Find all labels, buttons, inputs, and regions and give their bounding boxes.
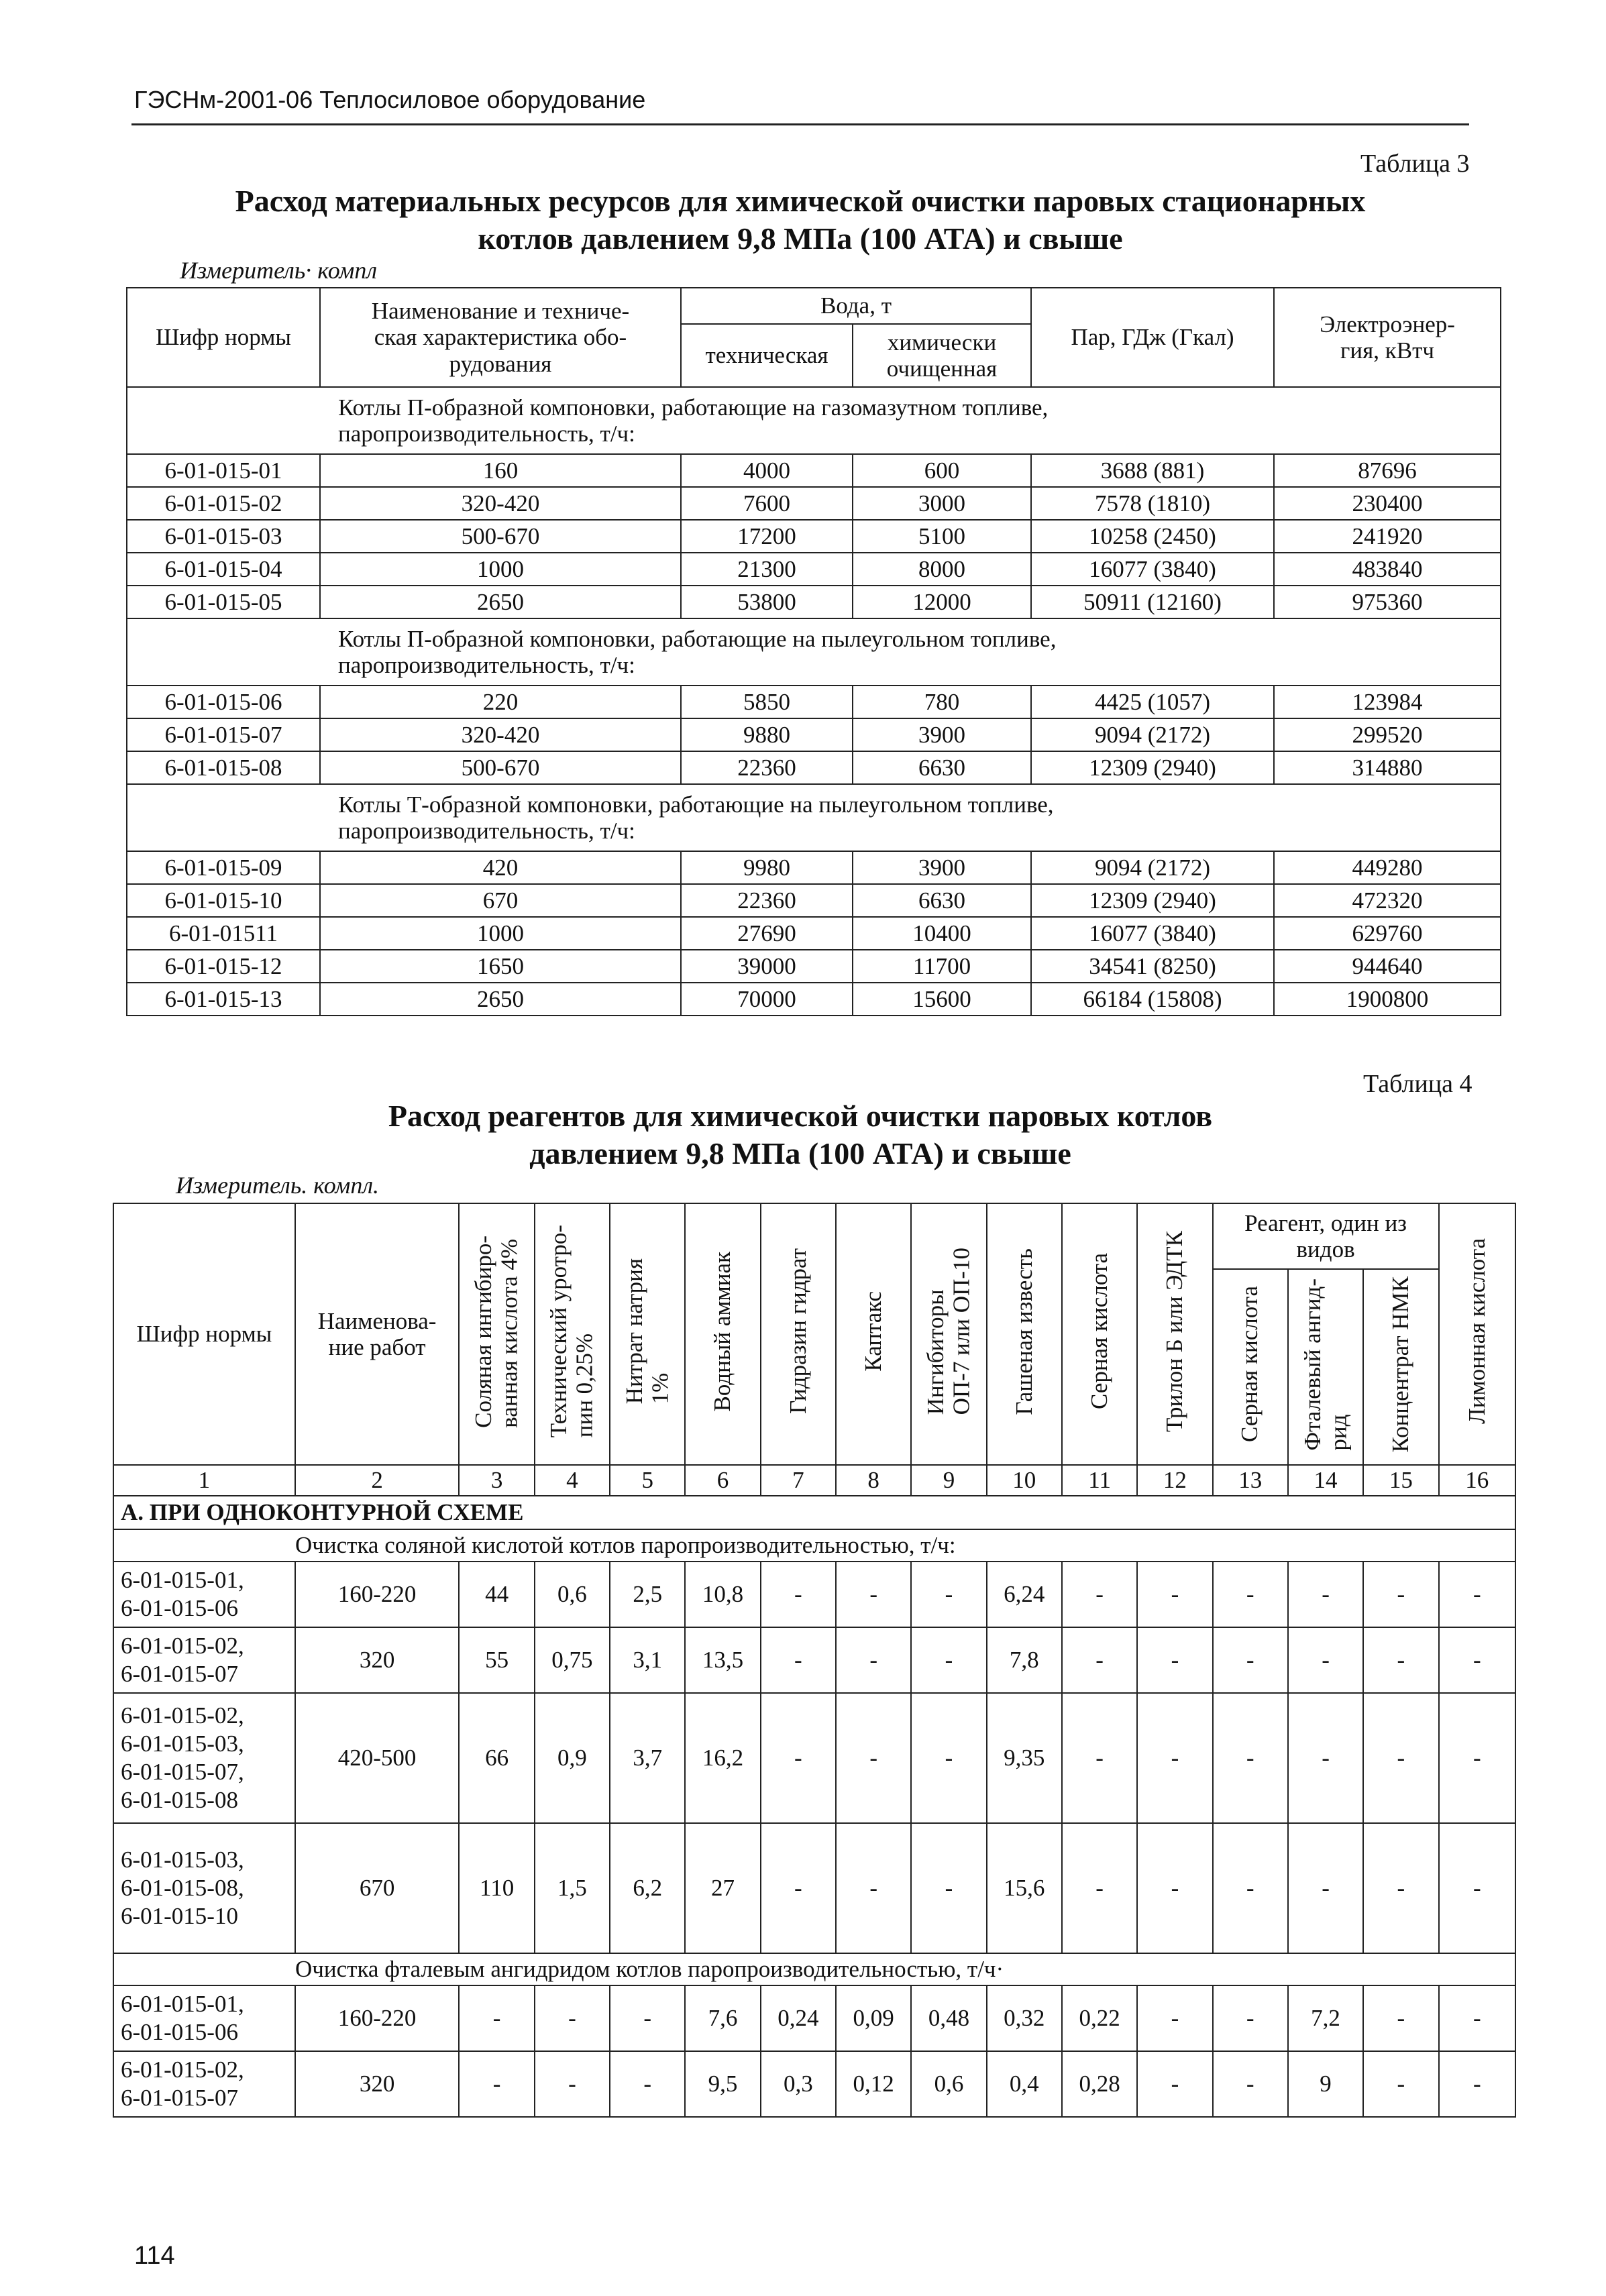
table4-column-number: 13: [1213, 1465, 1288, 1496]
table4-column-number: 9: [911, 1465, 986, 1496]
table3-group-line2: паропроизводительность, т/ч:: [338, 421, 635, 447]
table3-cell: 10258 (2450): [1031, 520, 1274, 553]
table3-cell: 230400: [1274, 487, 1501, 520]
t4-header-c12: [1137, 1203, 1212, 1465]
t4-header-c13: [1213, 1269, 1288, 1465]
table3-group-line1: Котлы П-образной компоновки, работающие на пылеугольном топливе,: [338, 625, 1057, 652]
table3-cell: 8000: [853, 553, 1031, 586]
table3-cell: 53800: [681, 586, 853, 618]
table4-code-cell: 6-01-015-01, 6-01-015-06: [113, 1562, 295, 1627]
table3-cell: 10400: [853, 917, 1031, 950]
table4-cell: -: [1213, 1985, 1288, 2051]
table3-cell: 6-01-015-05: [127, 586, 320, 618]
table3-cell: 27690: [681, 917, 853, 950]
t4-header-c11-text: Серная кислота: [1085, 1253, 1112, 1410]
table4-cell: -: [1288, 1562, 1363, 1627]
t4-header-c11: [1062, 1203, 1137, 1465]
table4-cell: -: [1213, 1693, 1288, 1823]
table3-cell: 5100: [853, 520, 1031, 553]
table3-cell: 123984: [1274, 686, 1501, 718]
table4-cell: 55: [459, 1627, 534, 1693]
table4-cell: -: [1363, 1693, 1438, 1823]
table3-group-line2: паропроизводительность, т/ч:: [338, 652, 635, 678]
table3-cell: 5850: [681, 686, 853, 718]
table4-cell: 0,09: [836, 1985, 911, 2051]
table4-cell: 110: [459, 1823, 534, 1953]
table3-cell: 975360: [1274, 586, 1501, 618]
table4-cell: -: [761, 1562, 836, 1627]
running-title: ГЭСНм-2001-06 Теплосиловое оборудование: [134, 86, 646, 113]
table3-cell: 1650: [320, 950, 681, 983]
table4-column-number: 12: [1137, 1465, 1212, 1496]
table3-cell: 780: [853, 686, 1031, 718]
table4-column-number: 10: [987, 1465, 1062, 1496]
t4-header-reagent-group: Реагент, один из видов: [1213, 1203, 1439, 1269]
table4-code-cell: 6-01-015-02, 6-01-015-03, 6-01-015-07, 6-01-015-08: [113, 1693, 295, 1823]
table4-cell: 2,5: [610, 1562, 685, 1627]
table4-cell: -: [459, 1985, 534, 2051]
table4-cell: -: [836, 1562, 911, 1627]
table4-row: [113, 2051, 1515, 2117]
table3-cell: 7578 (1810): [1031, 487, 1274, 520]
table3-row: [127, 520, 1501, 553]
table3-caption: Таблица 3: [1360, 150, 1470, 178]
table3-measure: Измеритель· компл: [180, 257, 378, 284]
page-number: 114: [134, 2242, 175, 2270]
table3-cell: 22360: [681, 751, 853, 784]
t4-header-c12-text: Трилон Б или ЭДТК: [1161, 1230, 1188, 1432]
table3-cell: 6-01-015-07: [127, 718, 320, 751]
table4-cell: -: [459, 2051, 534, 2117]
table4-cell: 0,32: [987, 1985, 1062, 2051]
t4-header-c14-text: Фталевый ангид- рид: [1299, 1278, 1352, 1451]
table3-row: [127, 950, 1501, 983]
table4-column-number: 3: [459, 1465, 534, 1496]
table4-cell: -: [1363, 1823, 1438, 1953]
table3-cell: 420: [320, 851, 681, 884]
table4-cell: 9: [1288, 2051, 1363, 2117]
table4-cell: -: [1439, 1693, 1515, 1823]
table4-cell: -: [761, 1693, 836, 1823]
table4-cell: 420-500: [295, 1693, 460, 1823]
table4-cell: -: [1137, 1562, 1212, 1627]
table3-cell: 629760: [1274, 917, 1501, 950]
table4-caption: Таблица 4: [1363, 1070, 1473, 1098]
table3-cell: 21300: [681, 553, 853, 586]
table3-cell: 9980: [681, 851, 853, 884]
table3-row: [127, 983, 1501, 1016]
t4-header-name: Наименова- ние работ: [295, 1203, 460, 1465]
table4-cell: 0,75: [535, 1627, 610, 1693]
table3-cell: 2650: [320, 983, 681, 1016]
t3-header-water-chem: химически очищенная: [853, 324, 1031, 387]
table3-cell: 15600: [853, 983, 1031, 1016]
t4-header-c16-text: Лимонная кислота: [1463, 1238, 1490, 1425]
table3-cell: 3900: [853, 851, 1031, 884]
t3-header-code: Шифр нормы: [127, 288, 320, 387]
table3-row: [127, 487, 1501, 520]
table3-cell: 66184 (15808): [1031, 983, 1274, 1016]
table4-cell: 13,5: [685, 1627, 760, 1693]
table4-cell: 0,9: [535, 1693, 610, 1823]
table4-cell: 27: [685, 1823, 760, 1953]
table4-cell: -: [1062, 1823, 1137, 1953]
table4-cell: -: [836, 1693, 911, 1823]
header-rule: [131, 123, 1469, 125]
table4-cell: -: [911, 1693, 986, 1823]
table4-cell: -: [1137, 2051, 1212, 2117]
table3-cell: 12309 (2940): [1031, 751, 1274, 784]
table4-column-number: 1: [113, 1465, 295, 1496]
table4-cell: -: [1213, 1823, 1288, 1953]
table3-title-line1: Расход материальных ресурсов для химической очистки паровых стационарных: [235, 184, 1366, 218]
table3-cell: 34541 (8250): [1031, 950, 1274, 983]
table3-cell: 39000: [681, 950, 853, 983]
table3-group-line1: Котлы Т-образной компоновки, работающие на пылеугольном топливе,: [338, 791, 1054, 818]
table4-cell: 16,2: [685, 1693, 760, 1823]
t4-header-c15-text: Концентрат НМК: [1387, 1276, 1414, 1453]
table3-cell: 299520: [1274, 718, 1501, 751]
table4-subheading-1: Очистка соляной кислотой котлов паропроизводительностью, т/ч:: [113, 1529, 1515, 1562]
table4: [113, 1203, 1516, 2118]
table4-subheading-2-row: [113, 1953, 1515, 1985]
table3-cell: 9880: [681, 718, 853, 751]
table3-cell: 12000: [853, 586, 1031, 618]
table4-cell: -: [836, 1627, 911, 1693]
table4-cell: -: [1439, 1627, 1515, 1693]
table4-cell: -: [1137, 1823, 1212, 1953]
t4-header-c5: [610, 1203, 685, 1465]
table3-cell: 6-01-01511: [127, 917, 320, 950]
table4-title-line2: давлением 9,8 МПа (100 АТА) и свыше: [529, 1136, 1071, 1170]
table3-cell: 6-01-015-01: [127, 454, 320, 487]
table4-cell: -: [1288, 1693, 1363, 1823]
table3-cell: 944640: [1274, 950, 1501, 983]
table4-cell: 0,3: [761, 2051, 836, 2117]
table4-column-number: 2: [295, 1465, 460, 1496]
t4-header-c4-text: Технический уротро- пин 0,25%: [545, 1225, 598, 1438]
table4-cell: -: [1213, 2051, 1288, 2117]
table3-cell: 600: [853, 454, 1031, 487]
table4-subheading-2: Очистка фталевым ангидридом котлов паропроизводительностью, т/ч·: [113, 1953, 1515, 1985]
table4-cell: -: [1137, 1985, 1212, 2051]
table3-cell: 9094 (2172): [1031, 851, 1274, 884]
table3-row: [127, 917, 1501, 950]
table3-group-heading: [127, 618, 1501, 686]
t3-header-electric: Электроэнер- гия, кВтч: [1274, 288, 1501, 387]
table4-cell: -: [1062, 1693, 1137, 1823]
table3-cell: 12309 (2940): [1031, 884, 1274, 917]
table3-group-heading: [127, 387, 1501, 454]
table3-cell: 6630: [853, 884, 1031, 917]
table4-cell: 0,24: [761, 1985, 836, 2051]
table4-cell: -: [1137, 1627, 1212, 1693]
table4-column-number: 5: [610, 1465, 685, 1496]
table3-cell: 320-420: [320, 718, 681, 751]
table3-cell: 160: [320, 454, 681, 487]
table3-group-heading: [127, 784, 1501, 851]
table3-row: [127, 884, 1501, 917]
table4-cell: -: [911, 1562, 986, 1627]
table3-row: [127, 454, 1501, 487]
table4-section-a: А. ПРИ ОДНОКОНТУРНОЙ СХЕМЕ: [113, 1496, 1515, 1529]
t4-header-c10: [987, 1203, 1062, 1465]
table4-cell: -: [1439, 2051, 1515, 2117]
t4-header-c9-text: Ингибиторы ОП-7 или ОП-10: [922, 1248, 975, 1415]
table4-code-cell: 6-01-015-01, 6-01-015-06: [113, 1985, 295, 2051]
table3-cell: 220: [320, 686, 681, 718]
table3-group-row: [127, 618, 1501, 686]
table3-cell: 70000: [681, 983, 853, 1016]
table4-cell: 6,24: [987, 1562, 1062, 1627]
table4-cell: 0,22: [1062, 1985, 1137, 2051]
table4-cell: -: [1062, 1627, 1137, 1693]
table4-cell: -: [610, 1985, 685, 2051]
table3-cell: 500-670: [320, 751, 681, 784]
table4-cell: -: [761, 1627, 836, 1693]
table3-row: [127, 751, 1501, 784]
table4-cell: -: [911, 1627, 986, 1693]
table4-row: [113, 1823, 1515, 1953]
table3-cell: 6-01-015-04: [127, 553, 320, 586]
table4-cell: 44: [459, 1562, 534, 1627]
t4-header-c8: [836, 1203, 911, 1465]
table4-cell: 1,5: [535, 1823, 610, 1953]
t4-header-c13-text: Серная кислота: [1236, 1286, 1263, 1443]
table4-cell: 0,6: [535, 1562, 610, 1627]
table4-cell: -: [535, 1985, 610, 2051]
table4-cell: -: [535, 2051, 610, 2117]
table4-column-numbers: [113, 1465, 1515, 1496]
table3-cell: 483840: [1274, 553, 1501, 586]
table4-cell: 0,6: [911, 2051, 986, 2117]
table3-cell: 314880: [1274, 751, 1501, 784]
table4-cell: -: [1439, 1985, 1515, 2051]
t4-header-c3-text: Соляная ингибиро- ванная кислота 4%: [470, 1235, 523, 1428]
table3-row: [127, 851, 1501, 884]
table3-group-line2: паропроизводительность, т/ч:: [338, 818, 635, 844]
t4-header-c14: [1288, 1269, 1363, 1465]
table4-cell: 160-220: [295, 1985, 460, 2051]
table3-cell: 16077 (3840): [1031, 553, 1274, 586]
table4-cell: -: [1363, 1985, 1438, 2051]
table4-cell: 7,2: [1288, 1985, 1363, 2051]
table3-cell: 50911 (12160): [1031, 586, 1274, 618]
table4-cell: -: [610, 2051, 685, 2117]
table4-row: [113, 1562, 1515, 1627]
table3-title-line2: котлов давлением 9,8 МПа (100 АТА) и свыше: [478, 221, 1123, 256]
table3-cell: 6-01-015-09: [127, 851, 320, 884]
table3-cell: 320-420: [320, 487, 681, 520]
table4-cell: -: [1213, 1562, 1288, 1627]
table3-cell: 3688 (881): [1031, 454, 1274, 487]
table4-measure: Измеритель. компл.: [176, 1172, 380, 1199]
table3-cell: 6-01-015-08: [127, 751, 320, 784]
table3-cell: 241920: [1274, 520, 1501, 553]
table3-group-row: [127, 784, 1501, 851]
table3-cell: 1000: [320, 553, 681, 586]
table4-cell: 9,5: [685, 2051, 760, 2117]
table4-cell: 10,8: [685, 1562, 760, 1627]
table3-cell: 6-01-015-02: [127, 487, 320, 520]
table4-section-a-row: [113, 1496, 1515, 1529]
table4-column-number: 7: [761, 1465, 836, 1496]
table3-cell: 6-01-015-13: [127, 983, 320, 1016]
table3-cell: 9094 (2172): [1031, 718, 1274, 751]
t4-header-c15: [1363, 1269, 1438, 1465]
table3-cell: 6-01-015-03: [127, 520, 320, 553]
table4-cell: -: [1288, 1627, 1363, 1693]
t3-header-water-tech: техническая: [681, 324, 853, 387]
table4-cell: 670: [295, 1823, 460, 1953]
t4-header-c16: [1439, 1203, 1515, 1465]
table4-cell: -: [911, 1823, 986, 1953]
table3-group-line1: Котлы П-образной компоновки, работающие на газомазутном топливе,: [338, 394, 1049, 421]
table4-cell: 66: [459, 1693, 534, 1823]
table4-cell: 3,7: [610, 1693, 685, 1823]
table3-row: [127, 553, 1501, 586]
t3-header-steam: Пар, ГДж (Гкал): [1031, 288, 1274, 387]
table4-cell: -: [1137, 1693, 1212, 1823]
t4-header-c9: [911, 1203, 986, 1465]
table4-row: [113, 1985, 1515, 2051]
table4-column-number: 16: [1439, 1465, 1515, 1496]
table4-cell: -: [1363, 1627, 1438, 1693]
table4-code-cell: 6-01-015-02, 6-01-015-07: [113, 1627, 295, 1693]
table3-cell: 670: [320, 884, 681, 917]
table3-cell: 87696: [1274, 454, 1501, 487]
table4-cell: -: [1439, 1823, 1515, 1953]
table4-code-cell: 6-01-015-02, 6-01-015-07: [113, 2051, 295, 2117]
table3-cell: 17200: [681, 520, 853, 553]
t4-header-c8-text: Каптакс: [859, 1291, 886, 1372]
t3-header-name: Наименование и техниче- ская характеристика обо- рудования: [320, 288, 681, 387]
table3-cell: 16077 (3840): [1031, 917, 1274, 950]
table4-cell: -: [1062, 1562, 1137, 1627]
table4-column-number: 6: [685, 1465, 760, 1496]
table4-cell: 6,2: [610, 1823, 685, 1953]
table4-cell: 320: [295, 2051, 460, 2117]
table3-row: [127, 586, 1501, 618]
t3-header-water: Вода, т: [681, 288, 1031, 324]
table4-column-number: 4: [535, 1465, 610, 1496]
t4-header-c6: [685, 1203, 760, 1465]
table3-cell: 4000: [681, 454, 853, 487]
table4-cell: -: [836, 1823, 911, 1953]
table3: [126, 287, 1501, 1016]
table4-column-number: 15: [1363, 1465, 1438, 1496]
table3-cell: 6630: [853, 751, 1031, 784]
table4-cell: 0,12: [836, 2051, 911, 2117]
table3-cell: 4425 (1057): [1031, 686, 1274, 718]
table4-cell: -: [1288, 1823, 1363, 1953]
table4-cell: 160-220: [295, 1562, 460, 1627]
t4-header-code: Шифр нормы: [113, 1203, 295, 1465]
t4-header-c7-text: Гидразин гидрат: [784, 1248, 811, 1415]
table4-cell: -: [1439, 1562, 1515, 1627]
table4-title-line1: Расход реагентов для химической очистки паровых котлов: [388, 1099, 1213, 1133]
table4-row: [113, 1627, 1515, 1693]
t4-header-c4: [535, 1203, 610, 1465]
table3-row: [127, 718, 1501, 751]
table4-column-number: 11: [1062, 1465, 1137, 1496]
t4-header-c5-text: Нитрат натрия 1%: [621, 1258, 674, 1405]
table3-cell: 6-01-015-10: [127, 884, 320, 917]
t4-header-c10-text: Гашеная известь: [1010, 1248, 1037, 1415]
table4-column-number: 14: [1288, 1465, 1363, 1496]
table4-row: [113, 1693, 1515, 1823]
table4-cell: 3,1: [610, 1627, 685, 1693]
table4-cell: 0,28: [1062, 2051, 1137, 2117]
table4-cell: 9,35: [987, 1693, 1062, 1823]
table4-cell: 7,6: [685, 1985, 760, 2051]
table3-cell: 22360: [681, 884, 853, 917]
table3-cell: 1000: [320, 917, 681, 950]
table3-cell: 500-670: [320, 520, 681, 553]
table3-row: [127, 686, 1501, 718]
table3-cell: 472320: [1274, 884, 1501, 917]
table4-cell: 7,8: [987, 1627, 1062, 1693]
t4-header-c7: [761, 1203, 836, 1465]
t4-header-c3: [459, 1203, 534, 1465]
table4-cell: 0,48: [911, 1985, 986, 2051]
table3-cell: 7600: [681, 487, 853, 520]
table3-cell: 6-01-015-06: [127, 686, 320, 718]
table4-column-number: 8: [836, 1465, 911, 1496]
table3-group-row: [127, 387, 1501, 454]
table4-cell: -: [761, 1823, 836, 1953]
table3-cell: 1900800: [1274, 983, 1501, 1016]
table4-cell: 320: [295, 1627, 460, 1693]
table4-cell: 0,4: [987, 2051, 1062, 2117]
table4-cell: 15,6: [987, 1823, 1062, 1953]
table4-cell: -: [1213, 1627, 1288, 1693]
table3-cell: 3900: [853, 718, 1031, 751]
table3-cell: 449280: [1274, 851, 1501, 884]
table3-cell: 2650: [320, 586, 681, 618]
table4-cell: -: [1363, 1562, 1438, 1627]
table3-cell: 11700: [853, 950, 1031, 983]
table4-subheading-1-row: [113, 1529, 1515, 1562]
table3-cell: 6-01-015-12: [127, 950, 320, 983]
table4-code-cell: 6-01-015-03, 6-01-015-08, 6-01-015-10: [113, 1823, 295, 1953]
table4-cell: -: [1363, 2051, 1438, 2117]
t4-header-c6-text: Водный аммиак: [709, 1251, 736, 1412]
table3-cell: 3000: [853, 487, 1031, 520]
